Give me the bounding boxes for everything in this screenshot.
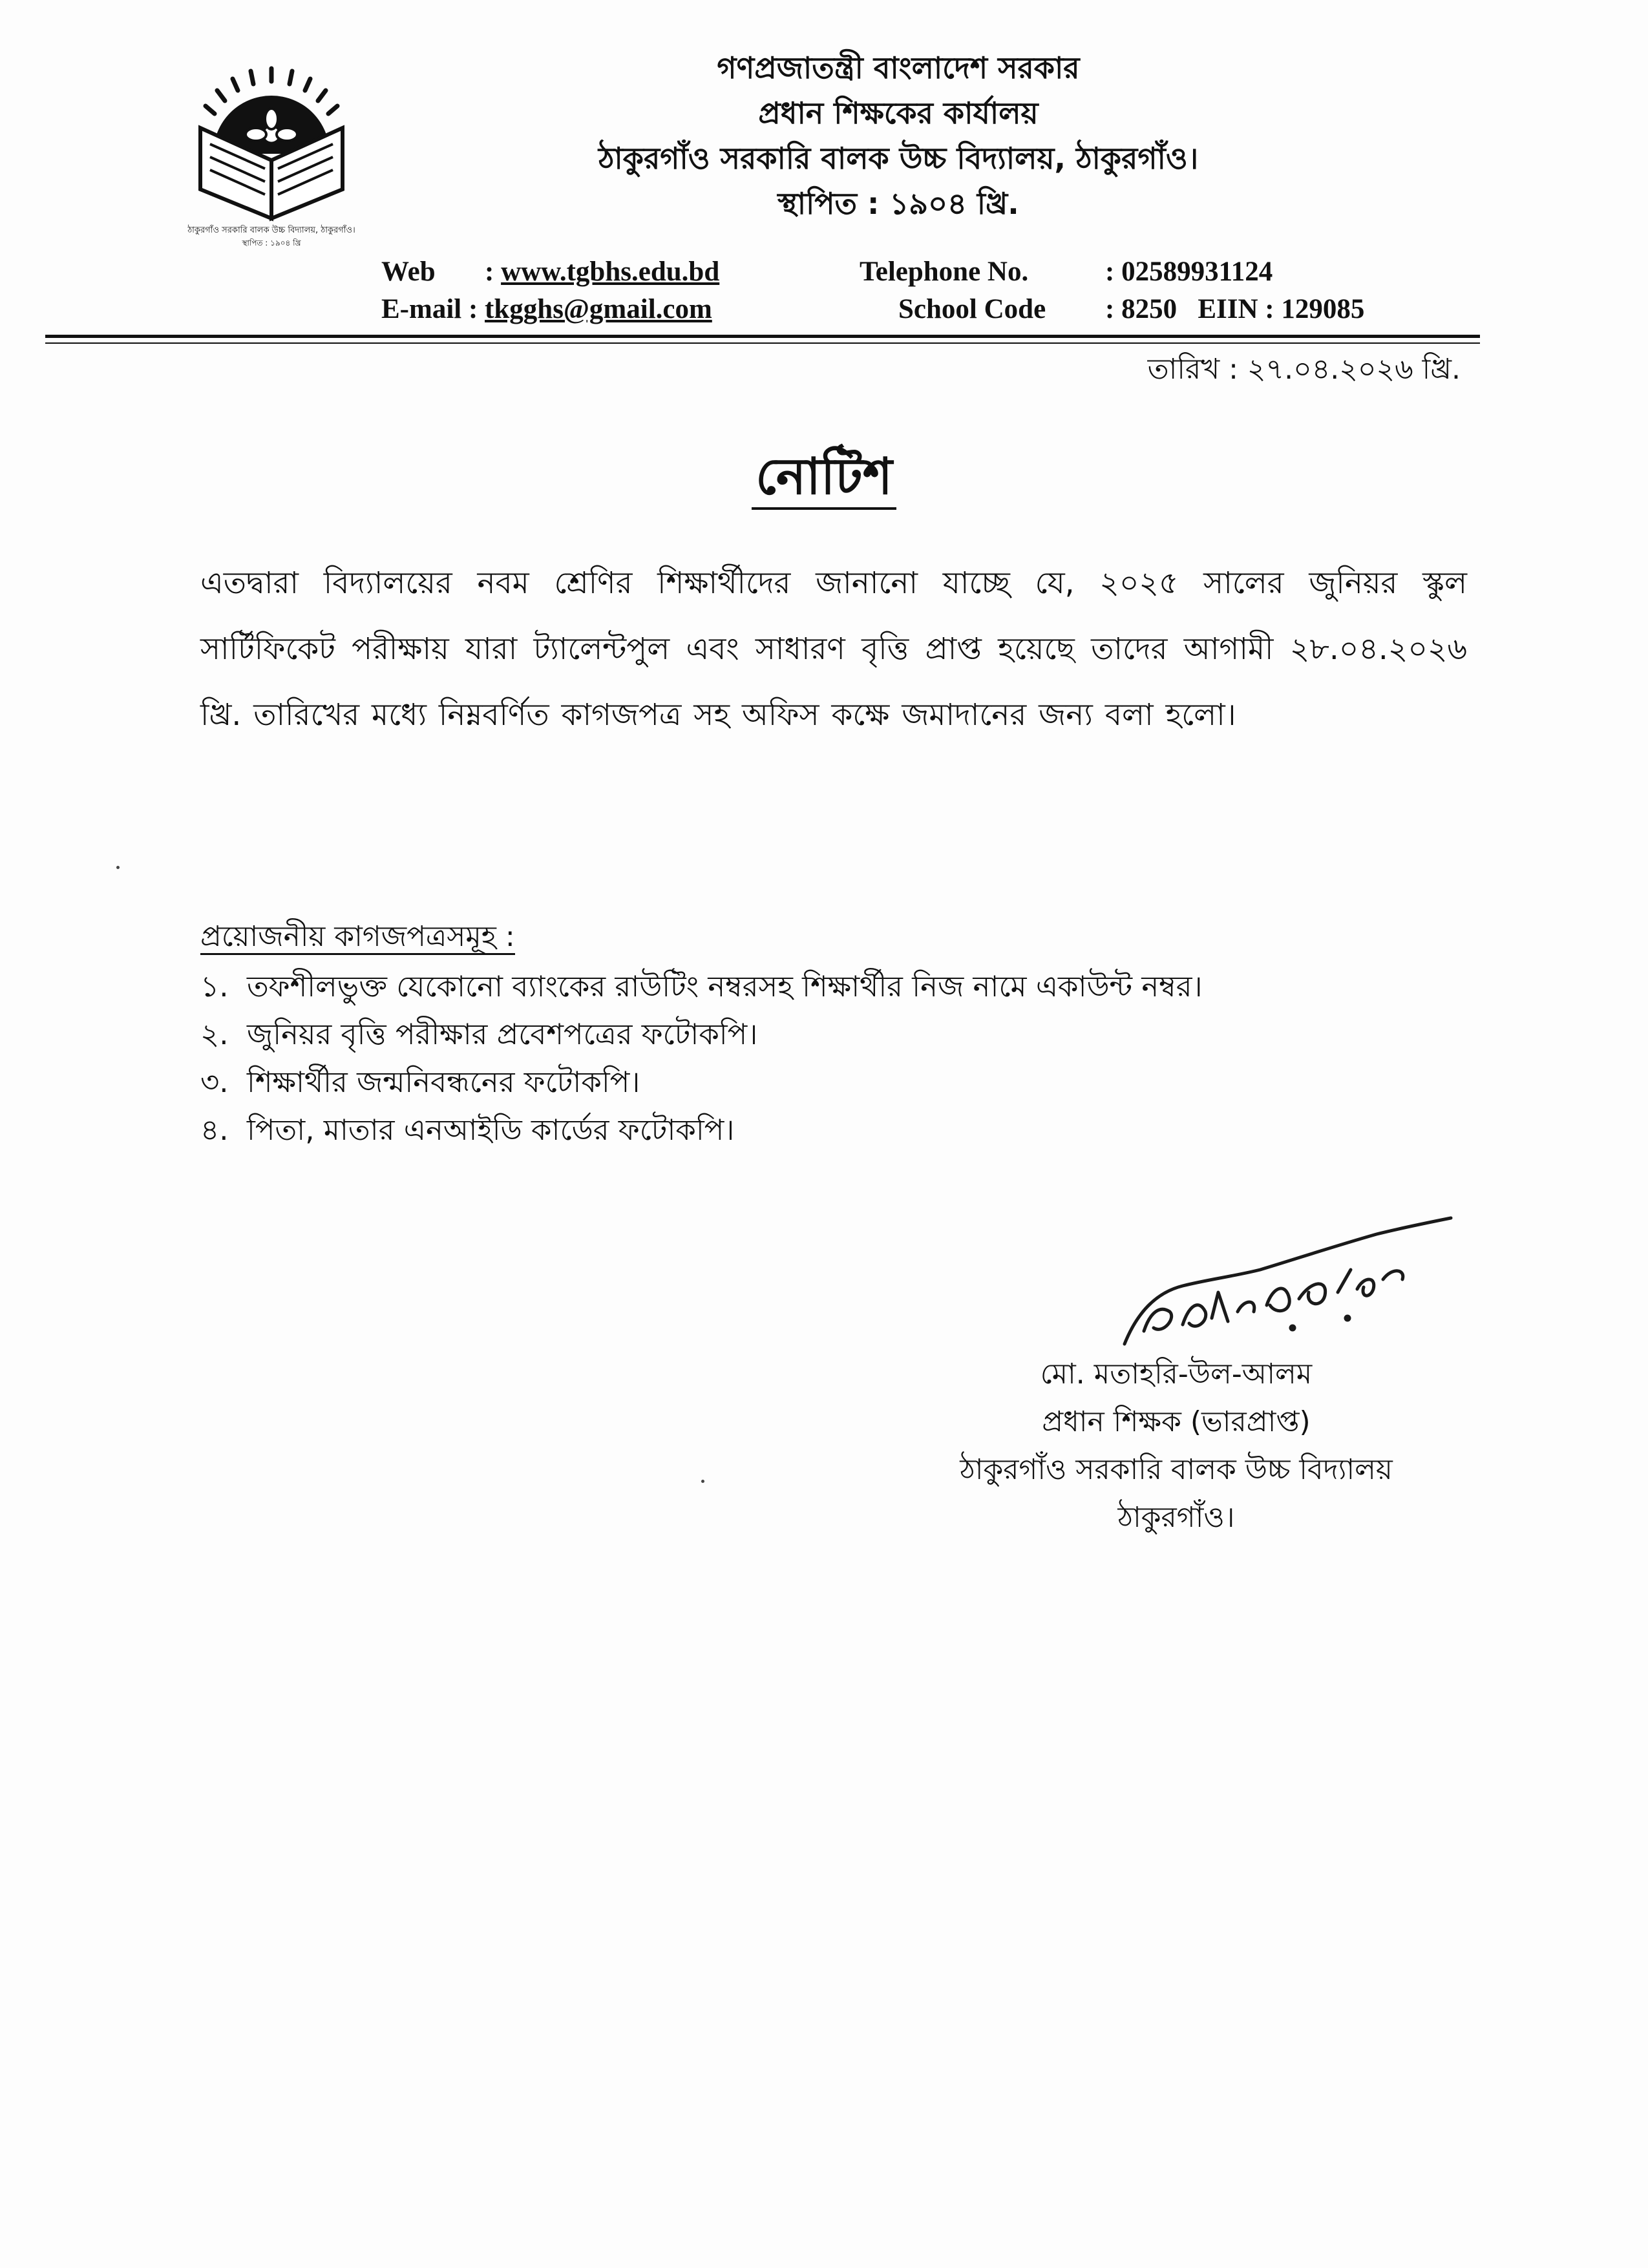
signatory-location: ঠাকুরগাঁও। [1117, 1501, 1235, 1534]
government-title: গণপ্রজাতন্ত্রী বাংলাদেশ সরকার [717, 50, 1080, 85]
web-colon: : [485, 257, 502, 287]
signatory-institution: ঠাকুরগাঁও সরকারি বালক উচ্চ বিদ্যালয় [960, 1453, 1393, 1486]
list-item [200, 1106, 1467, 1154]
list-item-text: জুনিয়র বৃত্তি পরীক্ষার প্রবেশপত্রের ফটোকপি। [247, 1017, 758, 1051]
school-code-label: School Code [898, 294, 1046, 324]
list-item [200, 1058, 1467, 1106]
signatory-block [892, 1350, 1461, 1542]
list-item-text: পিতা, মাতার এনআইডি কার্ডের ফটোকপি। [247, 1113, 735, 1147]
scan-speck [116, 866, 120, 869]
header-divider-thin [45, 342, 1480, 344]
signatory-name: মো. মতাহরি-উল-আলম [1040, 1358, 1313, 1391]
list-item-number: ৩. [200, 1065, 229, 1099]
notice-date: তারিখ : ২৭.০৪.২০২৬ খ্রি. [1147, 353, 1461, 386]
eiin-value: EIIN : 129085 [1198, 294, 1365, 324]
requirements-heading [200, 918, 515, 956]
list-item-text: শিক্ষার্থীর জন্মনিবন্ধনের ফটোকপি। [247, 1065, 640, 1099]
notice-title [0, 445, 1648, 509]
notice-body: এতদ্বারা বিদ্যালয়ের নবম শ্রেণির শিক্ষার্থীদের জানানো যাচ্ছে যে, ২০২৫ সালের জুনিয়র স্কুল সার্টিফিকেট পরীক্ষায় যারা ট্যালেন্টপুল এবং সাধারণ বৃত্তি প্রাপ্ত হয়েছে তাদের আগামী ২৮.০৪.২০২৬ খ্রি. তারিখের মধ্যে নিম্নবর্ণিত কাগজপত্র সহ অফিস কক্ষে জমাদানের জন্য বলা হলো। [200, 565, 1467, 733]
office-title: প্রধান শিক্ষকের কার্যালয় [758, 96, 1039, 131]
list-item [200, 963, 1467, 1011]
phone-label: Telephone No. [860, 257, 1029, 287]
header-divider-thick [45, 335, 1480, 338]
contact-right [860, 253, 1364, 328]
phone-value: : 02589931124 [1105, 257, 1273, 287]
requirements-list [200, 963, 1467, 1154]
notice-title-text: নোটিশ [752, 448, 896, 510]
web-link[interactable]: www.tgbhs.edu.bd [501, 257, 720, 287]
contact-left [381, 253, 719, 328]
logo-caption-line2: স্থাপিত : ১৯০৪ খ্রি [242, 238, 301, 247]
letterhead [362, 45, 1435, 226]
list-item [200, 1011, 1467, 1058]
school-name: ঠাকুরগাঁও সরকারি বালক উচ্চ বিদ্যালয়, ঠাকুরগাঁও। [598, 141, 1199, 176]
email-link[interactable]: tkgghs@gmail.com [485, 294, 712, 324]
signatory-designation: প্রধান শিক্ষক (ভারপ্রাপ্ত) [1042, 1405, 1311, 1438]
list-item-number: ২. [200, 1017, 229, 1051]
email-label: E-mail : [381, 294, 478, 324]
requirements-heading-text: প্রয়োজনীয় কাগজপত্রসমূহ : [200, 920, 515, 955]
school-code-value: : 8250 [1105, 294, 1178, 324]
list-item-text: তফশীলভুক্ত যেকোনো ব্যাংকের রাউটিং নম্বরসহ শিক্ষার্থীর নিজ নামে একাউন্ট নম্বর। [247, 969, 1203, 1003]
list-item-number: ৪. [200, 1113, 229, 1147]
school-logo [174, 57, 368, 251]
scan-speck [701, 1480, 704, 1483]
list-item-number: ১. [200, 969, 229, 1003]
web-label: Web [381, 257, 436, 287]
established-year: স্থাপিত : ১৯০৪ খ্রি. [777, 186, 1019, 221]
logo-caption-line1: ঠাকুরগাঁও সরকারি বালক উচ্চ বিদ্যালয়, ঠাকুরগাঁও। [187, 226, 355, 235]
